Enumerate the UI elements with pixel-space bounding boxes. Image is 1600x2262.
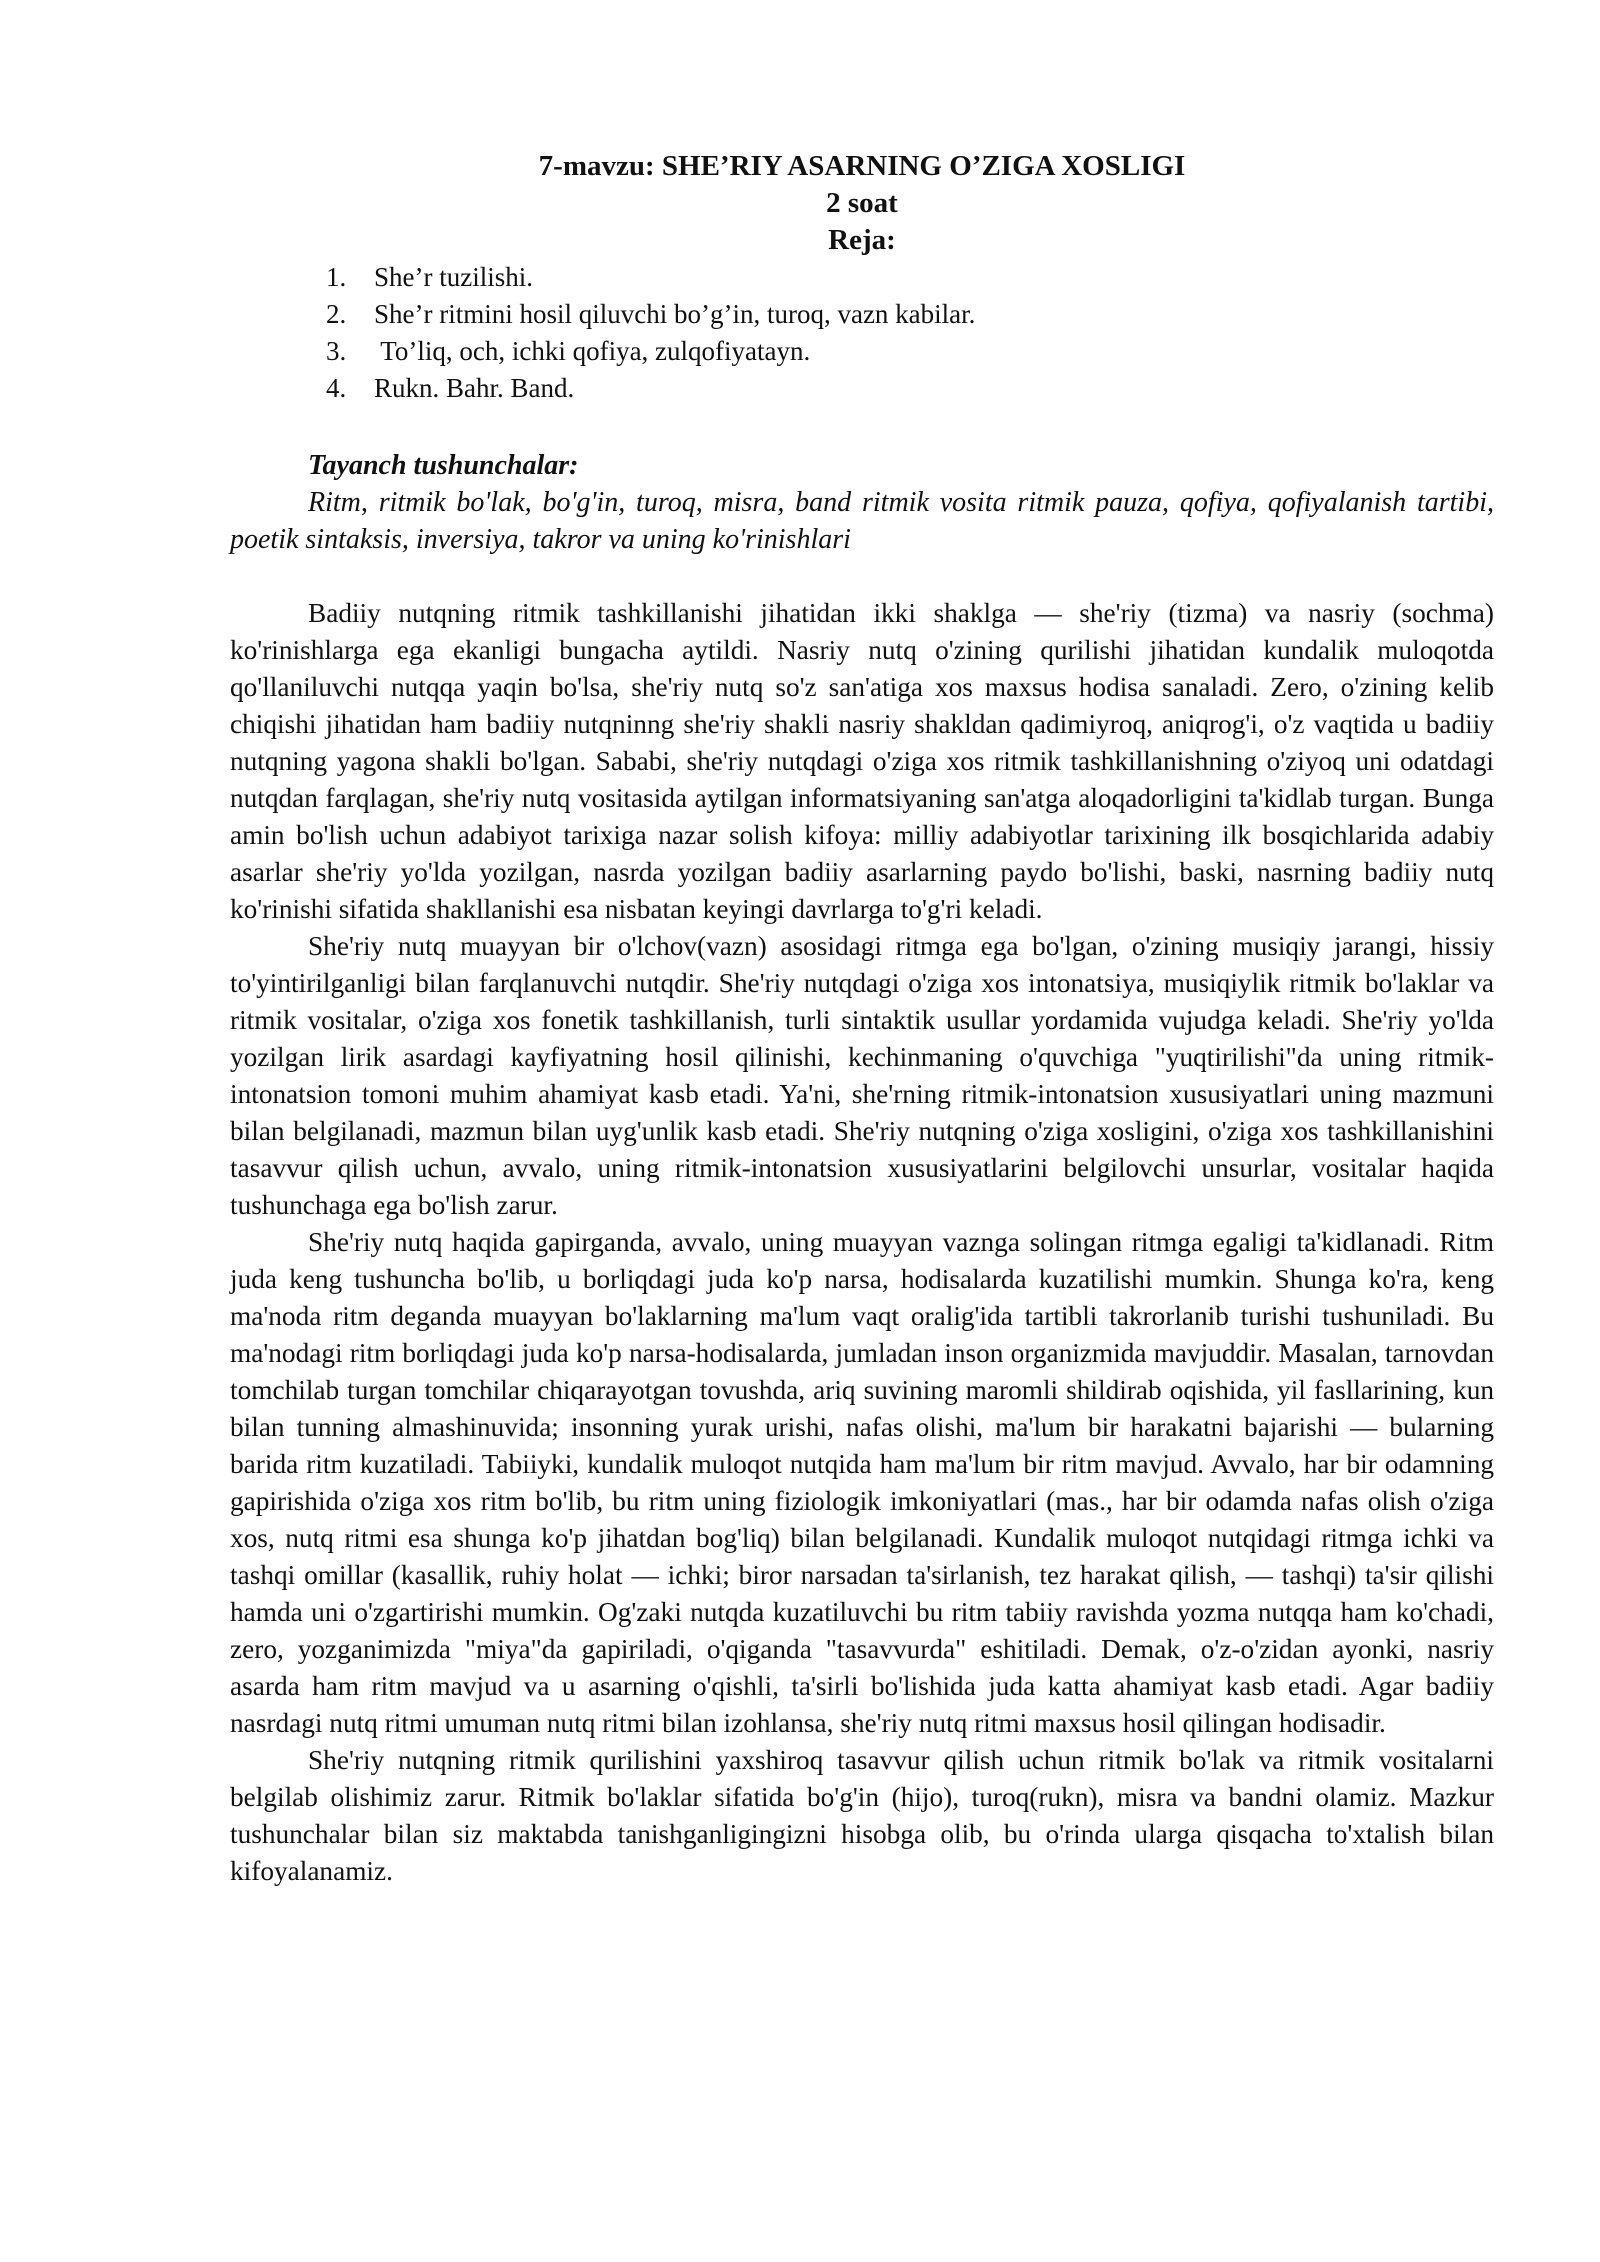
plan-item [230,333,1494,370]
paragraph: She'riy nutq muayyan bir o'lchov(vazn) asosidagi ritmga ega bo'lgan, o'zining musiqiy jarangi, hissiy to'yintirilganligi bilan farqlanuvchi nutqdir. She'riy nutqdagi o'ziga xos intonatsiya, musiqiylik ritmik bo'laklar va ritmik vositalar, o'ziga xos fonetik tashkillanish, turli sintaktik usullar yordamida vujudga keladi. She'riy yo'lda yozilgan lirik asardagi kayfiyatning hosil qilinishi, kechinmaning o'quvchiga "yuqtirilishi"da uning ritmik-intonatsion tomoni muhim ahamiyat kasb etadi. Ya'ni, she'rning ritmik-intonatsion xususiyatlari uning mazmuni bilan belgilanadi, mazmun bilan uyg'unlik kasb etadi. She'riy nutqning o'ziga xosligini, o'ziga xos tashkillanishini tasavvur qilish uchun, avvalo, uning ritmik-intonatsion xususiyatlarini belgilovchi unsurlar, vositalar haqida tushunchaga ega bo'lish zarur. [230,931,1494,1220]
plan-item [230,259,1494,296]
plan-item-number: 1. [326,262,347,292]
lesson-hours: 2 soat [826,187,898,219]
plan-item-number: 4. [326,373,347,403]
paragraph: Badiiy nutqning ritmik tashkillanishi jihatidan ikki shaklga — she'riy (tizma) va nasriy (sochma) ko'rinishlarga ega ekanligi bungacha aytildi. Nasriy nutq o'zining qurilishi jihatidan kundalik muloqotda qo'llaniluvchi nutqqa yaqin bo'lsa, she'riy nutq so'z san'atiga xos maxsus hodisa sanaladi. Zero, o'zining kelib chiqishi jihatidan ham badiiy nutqninng she'riy shakli nasriy shakldan qadimiyroq, aniqrog'i, o'z vaqtida u badiiy nutqning yagona shakli bo'lgan. Sababi, she'riy nutqdagi o'ziga xos ritmik tashkillanishning o'ziyoq uni odatdagi nutqdan farqlagan, she'riy nutq vositasida aytilgan informatsiyaning san'atga aloqadorligini ta'kidlab turgan. Bunga amin bo'lish uchun adabiyot tarixiga nazar solish kifoya: milliy adabiyotlar tarixining ilk bosqichlarida adabiy asarlar she'riy yo'lda yozilgan, nasrda yozilgan badiiy asarlarning paydo bo'lishi, baski, nasrning badiiy nutq ko'rinishi sifatida shakllanishi esa nisbatan keyingi davrlarga to'g'ri keladi. [230,598,1494,924]
document-page [230,148,1494,1890]
plan-item-text: To’liq, och, ichki qofiya, zulqofiyatayn. [374,336,811,366]
plan-item-text: She’r tuzilishi. [374,262,533,292]
plan-item-number: 2. [326,299,347,329]
plan-item-text: She’r ritmini hosil qiluvchi bo’g’in, turoq, vazn kabilar. [374,299,976,329]
plan-item [230,296,1494,333]
plan-item-text: Rukn. Bahr. Band. [374,373,575,403]
plan-item-number: 3. [326,336,347,366]
keywords-text: Ritm, ritmik bo'lak, bo'g'in, turoq, misra, band ritmik vosita ritmik pauza, qofiya, qofiyalanish tartibi, poetik sintaksis, inversiya, takror va uning ko'rinishlari [230,487,1494,555]
plan-heading: Reja: [828,224,896,256]
plan-list [230,259,1494,407]
lesson-title: 7-mavzu: SHE’RIY ASARNING O’ZIGA XOSLIGI [538,150,1186,182]
title-block [230,148,1494,259]
keywords-heading: Tayanch tushunchalar: [308,450,579,481]
body-text [230,595,1494,1890]
paragraph: She'riy nutq haqida gapirganda, avvalo, uning muayyan vaznga solingan ritmga egaligi ta'kidlanadi. Ritm juda keng tushuncha bo'lib, u borliqdagi juda ko'p narsa, hodisalarda kuzatilishi mumkin. Shunga ko'ra, keng ma'noda ritm deganda muayyan bo'laklarning ma'lum vaqt oralig'ida tartibli takrorlanib turishi tushuniladi. Bu ma'nodagi ritm borliqdagi juda ko'p narsa-hodisalarda, jumladan inson organizmida mavjuddir. Masalan, tarnovdan tomchilab turgan tomchilar chiqarayotgan tovushda, ariq suvining maromli shildirab oqishida, yil fasllarining, kun bilan tunning almashinuvida; insonning yurak urishi, nafas olishi, ma'lum bir harakatni bajarishi — bularning barida ritm kuzatiladi. Tabiiyki, kundalik muloqot nutqida ham ma'lum bir ritm mavjud. Avvalo, har bir odamning gapirishida o'ziga xos ritm bo'lib, bu ritm uning fiziologik imkoniyatlari (mas., har bir odamda nafas olish o'ziga xos, nutq ritmi esa shunga ko'p jihatdan bog'liq) bilan belgilanadi. Kundalik muloqot nutqidagi ritmga ichki va tashqi omillar (kasallik, ruhiy holat — ichki; biror narsadan ta'sirlanish, tez harakat qilish, — tashqi) ta'sir qilishi hamda uni o'zgartirishi mumkin. Og'zaki nutqda kuzatiluvchi bu ritm tabiiy ravishda yozma nutqqa ham ko'chadi, zero, yozganimizda "miya"da gapiriladi, o'qiganda "tasavvurda" eshitiladi. Demak, o'z-o'zidan ayonki, nasriy asarda ham ritm mavjud va u asarning o'qishli, ta'sirli bo'lishida juda katta ahamiyat kasb etadi. Agar badiiy nasrdagi nutq ritmi umuman nutq ritmi bilan izohlansa, she'riy nutq ritmi maxsus hosil qilingan hodisadir. [230,1227,1494,1738]
paragraph: She'riy nutqning ritmik qurilishini yaxshiroq tasavvur qilish uchun ritmik bo'lak va ritmik vositalarni belgilab olishimiz zarur. Ritmik bo'laklar sifatida bo'g'in (hijo), turoq(rukn), misra va bandni olamiz. Mazkur tushunchalar bilan siz maktabda tanishganligingizni hisobga olib, bu o'rinda ularga qisqacha to'xtalish bilan kifoyalanamiz. [230,1745,1494,1886]
plan-item [230,370,1494,407]
